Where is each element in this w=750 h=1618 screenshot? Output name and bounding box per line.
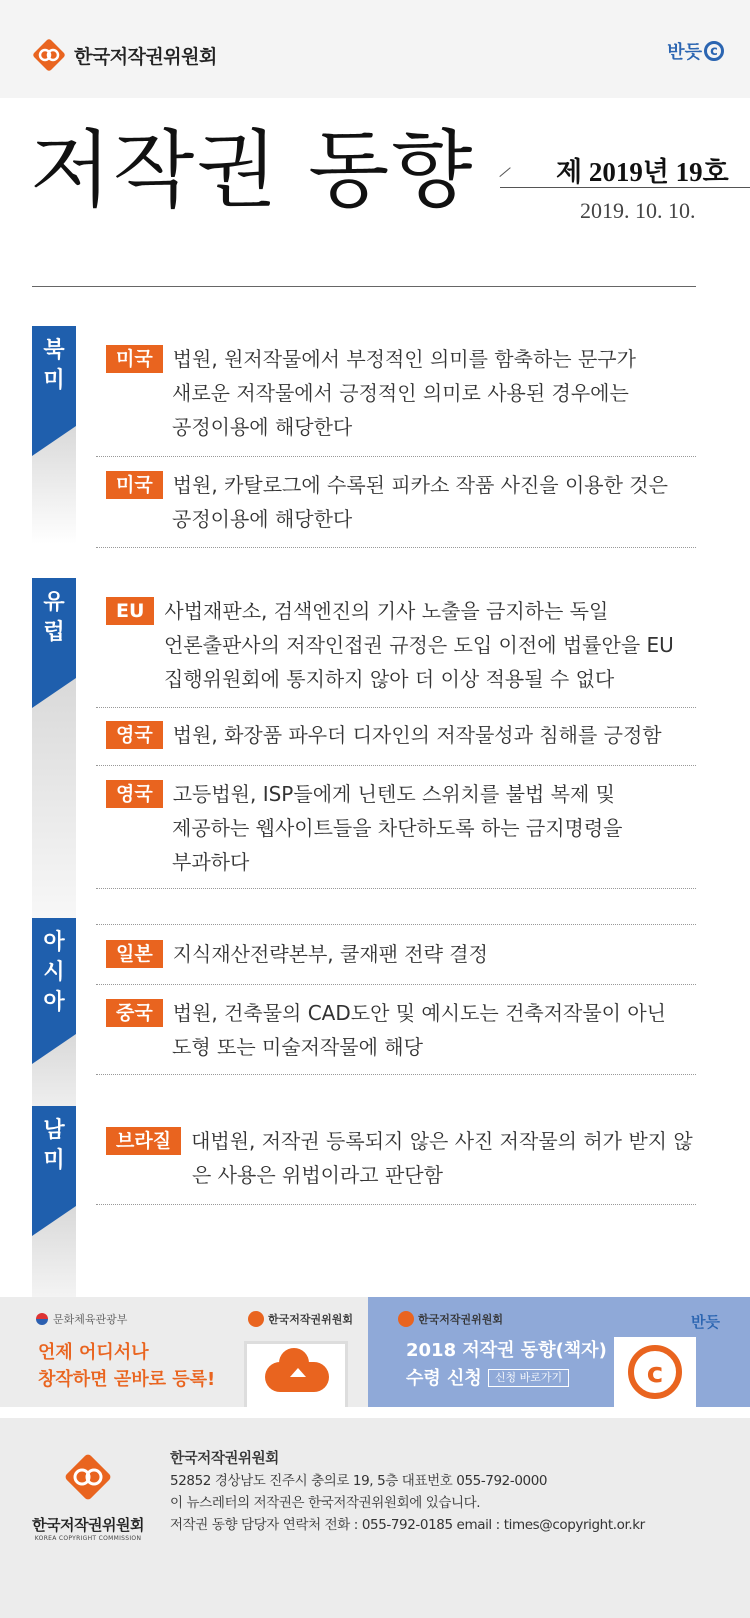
taegeuk-icon	[36, 1313, 48, 1325]
footer	[0, 1418, 750, 1618]
region-tab	[32, 578, 76, 678]
item-separator	[96, 888, 696, 889]
ministry-name: 문화체육관광부	[53, 1313, 128, 1326]
news-text: 법원, 카탈로그에 수록된 피카소 작품 사진을 이용한 것은	[172, 473, 668, 497]
banner-org-logo	[398, 1311, 503, 1327]
campaign-text: 반듯	[667, 42, 702, 63]
news-text: 고등법원, ISP들에게 닌텐도 스위치를 불법 복제 및	[172, 782, 615, 806]
cloud-upload-card	[244, 1341, 348, 1407]
request-shortcut-button[interactable]: 신청 바로가기	[488, 1369, 569, 1387]
footer-copyright: 이 뉴스레터의 저작권은 한국저작권위원회에 있습니다.	[170, 1495, 481, 1511]
banner-org-logo	[248, 1311, 353, 1327]
issue-date: 2019. 10. 10.	[580, 198, 696, 223]
region-label: 남	[43, 1118, 65, 1143]
org-logo[interactable]	[32, 38, 217, 72]
campaign-logo: 반듯	[691, 1313, 720, 1331]
item-separator	[96, 1204, 696, 1205]
banner-line: 2018 저작권 동향(책자)	[406, 1340, 607, 1361]
news-text: 도형 또는 미술저작물에 해당	[172, 1035, 423, 1059]
news-item[interactable]	[106, 777, 696, 879]
footer-org: 한국저작권위원회	[170, 1451, 279, 1467]
news-text: 법원, 원저작물에서 부정적인 의미를 함축하는 문구가	[172, 347, 636, 371]
banner-line: 창작하면 곧바로 등록!	[38, 1369, 216, 1390]
issue-number: 제 2019년 19호	[556, 157, 729, 187]
region-label: 미	[43, 368, 65, 393]
copyright-logo-icon	[248, 1311, 264, 1327]
news-text: 법원, 건축물의 CAD도안 및 예시도는 건축저작물이 아닌	[172, 1001, 666, 1025]
region-north-america	[32, 326, 76, 544]
region-tab	[32, 918, 76, 1034]
news-text: 공정이용에 해당한다	[172, 507, 353, 531]
country-badge: 브라질	[106, 1127, 181, 1155]
footer-address: 52852 경상남도 진주시 충의로 19, 5층 대표번호 055-792-0000	[170, 1473, 548, 1489]
news-item[interactable]	[106, 1124, 696, 1192]
copyright-logo-icon	[63, 1452, 113, 1502]
copyright-card	[614, 1337, 696, 1407]
item-separator	[96, 1074, 696, 1075]
upload-arrow-icon	[290, 1368, 306, 1377]
news-item[interactable]	[106, 594, 696, 696]
item-separator	[96, 765, 696, 766]
region-label: 유	[43, 590, 65, 615]
copyright-logo-icon	[32, 38, 66, 72]
news-item[interactable]	[106, 996, 696, 1064]
country-badge: 중국	[106, 999, 163, 1027]
issue-decoration	[499, 167, 510, 177]
country-badge: EU	[106, 597, 154, 625]
footer-org-name: 한국저작권위원회	[32, 1516, 144, 1534]
news-text: 은 사용은 위법이라고 판단함	[192, 1163, 443, 1187]
region-label: 북	[43, 338, 65, 363]
item-separator	[96, 456, 696, 457]
header-divider	[32, 286, 696, 287]
banner-headline	[406, 1337, 607, 1393]
copyright-symbol-icon: c	[628, 1345, 682, 1399]
country-badge: 영국	[106, 780, 163, 808]
country-badge: 미국	[106, 471, 163, 499]
ministry-logo	[36, 1311, 127, 1327]
footer-org-eng: KOREA COPYRIGHT COMMISSION	[34, 1535, 142, 1542]
news-item[interactable]	[106, 718, 696, 752]
news-text: 법원, 화장품 파우더 디자인의 저작물성과 침해를 긍정함	[172, 723, 662, 747]
country-badge: 일본	[106, 940, 163, 968]
banner-org-name: 한국저작권위원회	[268, 1313, 354, 1326]
region-tab	[32, 1106, 76, 1206]
news-text: 집행위원회에 통지하지 않아 더 이상 적용될 수 없다	[164, 667, 615, 691]
banner-line: 수령 신청	[406, 1368, 482, 1389]
news-text: 지식재산전략본부, 쿨재팬 전략 결정	[172, 942, 488, 966]
footer-info	[170, 1448, 645, 1536]
issue-underline	[500, 187, 750, 188]
copyright-circle-icon: c	[704, 41, 724, 61]
footer-logo[interactable]	[28, 1452, 148, 1542]
region-label: 럽	[43, 620, 65, 645]
item-separator	[96, 547, 696, 548]
copyright-logo-icon	[398, 1311, 414, 1327]
region-label: 아	[43, 990, 65, 1015]
item-separator	[96, 707, 696, 708]
page-title: 저작권 동향	[30, 121, 475, 219]
banner-org-name: 한국저작권위원회	[418, 1313, 504, 1326]
top-header	[0, 0, 750, 98]
news-text: 대법원, 저작권 등록되지 않은 사진 저작물의 허가 받지 않	[191, 1129, 693, 1153]
org-name: 한국저작권위원회	[74, 45, 217, 68]
news-text: 새로운 저작물에서 긍정적인 의미로 사용된 경우에는	[172, 381, 629, 405]
item-separator	[96, 924, 696, 925]
news-item[interactable]	[106, 937, 696, 971]
banner-line: 언제 어디서나	[38, 1342, 149, 1363]
book-request-banner[interactable]	[368, 1297, 750, 1407]
news-text: 부과하다	[172, 850, 250, 874]
news-item[interactable]	[106, 468, 696, 536]
news-item[interactable]	[106, 342, 696, 444]
region-tab	[32, 326, 76, 426]
country-badge: 영국	[106, 721, 163, 749]
campaign-logo[interactable]	[667, 38, 724, 64]
footer-contact: 저작권 동향 담당자 연락처 전화 : 055-792-0185 email : times@copyright.or.kr	[170, 1517, 645, 1533]
region-label: 미	[43, 1148, 65, 1173]
region-label: 아	[43, 930, 65, 955]
news-text: 공정이용에 해당한다	[172, 415, 353, 439]
banner-headline	[38, 1339, 215, 1393]
item-separator	[96, 984, 696, 985]
news-text: 제공하는 웹사이트들을 차단하도록 하는 금지명령을	[172, 816, 623, 840]
registration-banner[interactable]	[0, 1297, 368, 1407]
cloud-upload-icon	[265, 1362, 329, 1392]
news-text: 언론출판사의 저작인접권 규정은 도입 이전에 법률안을 EU	[164, 633, 674, 657]
news-text: 사법재판소, 검색엔진의 기사 노출을 금지하는 독일	[164, 599, 609, 623]
region-label: 시	[43, 960, 65, 985]
country-badge: 미국	[106, 345, 163, 373]
